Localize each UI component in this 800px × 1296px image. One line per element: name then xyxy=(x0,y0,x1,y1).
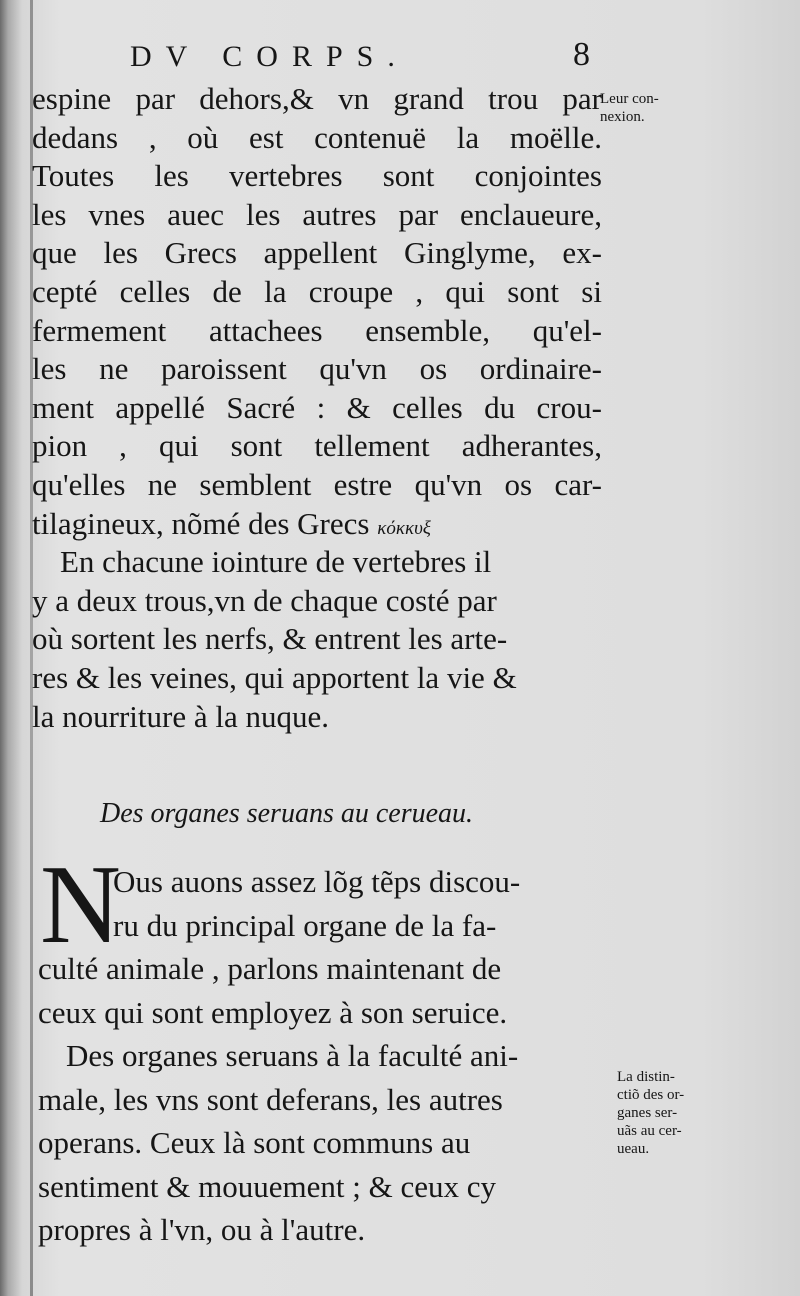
drop-cap: N xyxy=(40,843,121,967)
margin-note-distinction xyxy=(617,1068,684,1158)
section-heading: Des organes seruans au cerueau. xyxy=(100,798,474,829)
section-2-text xyxy=(38,843,608,1252)
margin-note-line: ueau. xyxy=(617,1141,650,1157)
margin-note-line: nexion. xyxy=(600,109,645,125)
running-head xyxy=(130,36,590,82)
text-line: male, les vns sont deferans, les autres xyxy=(38,1081,503,1117)
margin-note-line: ctiõ des or- xyxy=(617,1087,685,1103)
text-line: operans. Ceux là sont communs au xyxy=(38,1125,471,1160)
text-line: res & les veines, qui apportent la vie & xyxy=(32,659,517,695)
running-title: DV CORPS. xyxy=(130,40,409,73)
text-line: y a deux trous,vn de chaque costé par xyxy=(32,582,497,618)
text-line: propres à l'vn, ou à l'autre. xyxy=(38,1212,366,1247)
text-line: Toutes les vertebres sont conjointes xyxy=(32,158,602,194)
margin-note-line: ganes ser- xyxy=(617,1105,678,1121)
text-line: qu'elles ne semblent estre qu'vn os car- xyxy=(32,466,602,502)
text-line: tilagineux, nõmé des Grecs κόκκυξ xyxy=(32,505,431,541)
margin-note-line: Leur con- xyxy=(600,91,659,107)
text-line: que les Grecs appellent Ginglyme, ex- xyxy=(32,235,602,271)
section-1-text xyxy=(32,80,602,736)
text-line: sentiment & mouuement ; & ceux cy xyxy=(38,1168,497,1204)
margin-note-line: La distin- xyxy=(617,1069,675,1085)
text-line: Ous auons assez lõg tẽps discou- xyxy=(113,864,521,899)
text-line: ru du principal organe de la fa- xyxy=(113,907,497,943)
text-line: fermement attachees ensemble, qu'el- xyxy=(32,312,602,348)
text-line: En chacune iointure de vertebres il xyxy=(60,544,492,580)
text-line: cepté celles de la croupe , qui sont si xyxy=(32,273,602,309)
text-line: espine par dehors,& vn grand trou par xyxy=(32,81,602,116)
margin-note-line: uãs au cer- xyxy=(617,1123,682,1139)
margin-note-connexion xyxy=(600,90,659,126)
text-line: ceux qui sont employez à son seruice. xyxy=(38,994,508,1030)
text-line: où sortent les nerfs, & entrent les arte- xyxy=(32,621,508,657)
greek-word: κόκκυξ xyxy=(377,517,431,539)
text-line: dedans , où est contenuë la moëlle. xyxy=(32,119,602,155)
text-line: Des organes seruans à la faculté ani- xyxy=(66,1038,519,1073)
text-line: pion , qui sont tellement adherantes, xyxy=(32,428,602,464)
text-line: les vnes auec les autres par enclaueure, xyxy=(32,196,602,232)
text-line: culté animale , parlons maintenant de xyxy=(38,951,502,986)
text-line: la nourriture à la nuque. xyxy=(32,698,329,734)
text-line: ment appellé Sacré : & celles du crou- xyxy=(32,389,602,425)
page-number: 8 xyxy=(573,36,590,73)
text-line: les ne paroissent qu'vn os ordinaire- xyxy=(32,351,602,387)
